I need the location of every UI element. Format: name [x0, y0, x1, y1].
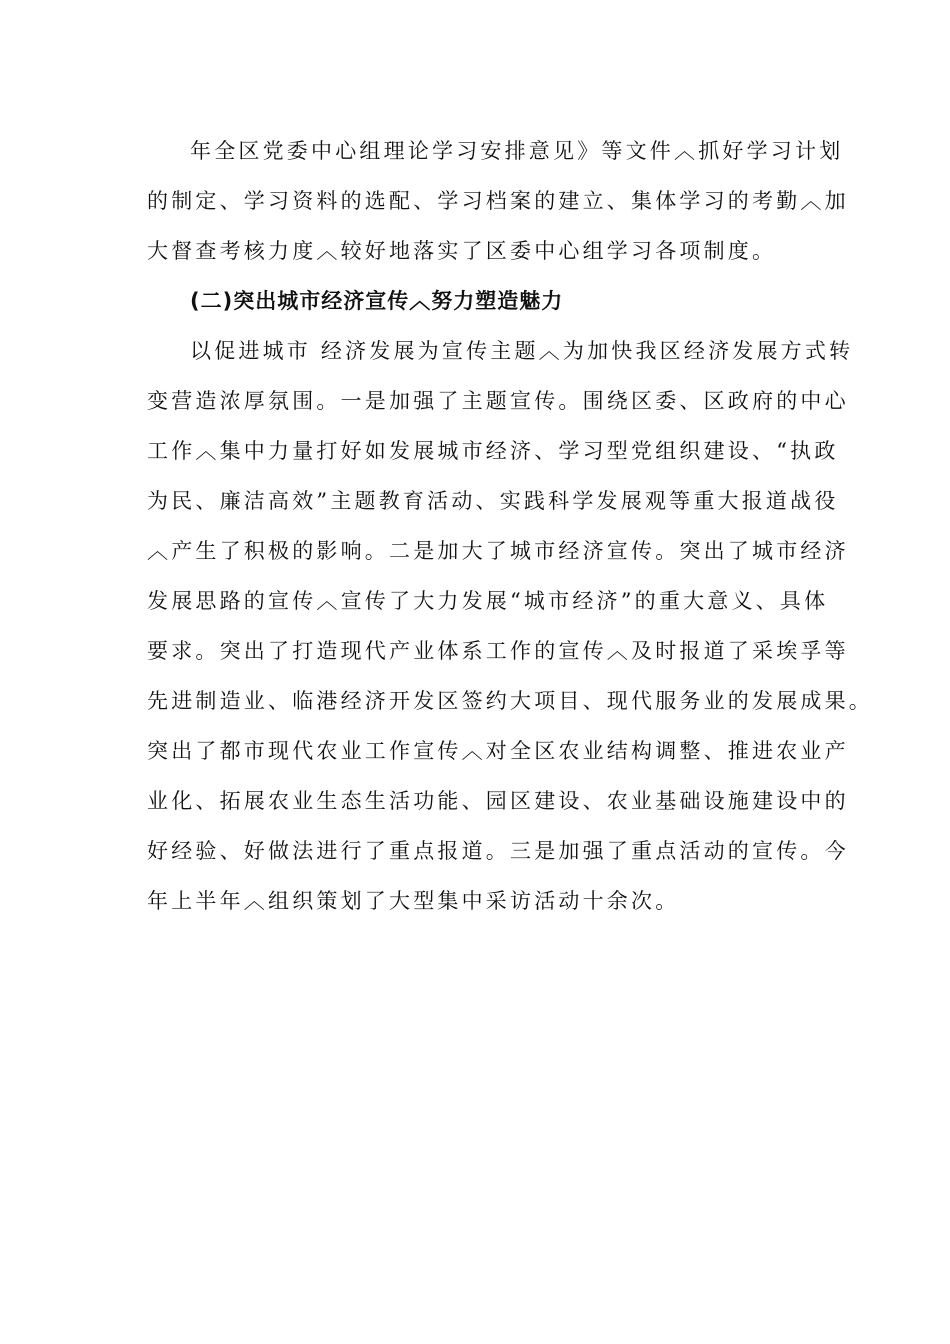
paragraph-line: ︿产生了积极的影响。二是加大了城市经济宣传。突出了城市经济	[147, 539, 849, 563]
paragraph-line: 工作︿集中力量打好如发展城市经济、学习型党组织建设、“执政	[147, 439, 839, 463]
paragraph-line: 年全区党委中心组理论学习安排意见》等文件︿抓好学习计划	[190, 139, 844, 163]
paragraph-line: 变营造浓厚氛围。一是加强了主题宣传。围绕区委、区政府的中心	[147, 389, 849, 413]
paragraph-line: 好经验、好做法进行了重点报道。三是加强了重点活动的宣传。今	[147, 839, 849, 863]
paragraph-line: 业化、拓展农业生态生活功能、园区建设、农业基础设施建设中的	[147, 789, 849, 813]
paragraph-line: 为民、廉洁高效”主题教育活动、实践科学发展观等重大报道战役	[147, 489, 839, 513]
paragraph-line: 突出了都市现代农业工作宣传︿对全区农业结构调整、推进农业产	[147, 739, 849, 763]
paragraph-line: 先进制造业、临港经济开发区签约大项目、现代服务业的发展成果。	[147, 689, 873, 713]
paragraph-line: 年上半年︿组织策划了大型集中采访活动十余次。	[147, 889, 680, 913]
paragraph-line: 大督查考核力度︿较好地落实了区委中心组学习各项制度。	[147, 239, 777, 263]
paragraph-line: 的制定、学习资料的选配、学习档案的建立、集体学习的考勤︿加	[147, 189, 849, 213]
paragraph-line: 要求。突出了打造现代产业体系工作的宣传︿及时报道了采埃孚等	[147, 639, 849, 663]
paragraph-line: 以促进城市 经济发展为宣传主题︿为加快我区经济发展方式转	[190, 339, 854, 363]
section-heading: (二)突出城市经济宣传︿努力塑造魅力	[190, 289, 564, 313]
paragraph-line: 发展思路的宣传︿宣传了大力发展“城市经济”的重大意义、具体	[147, 589, 829, 613]
